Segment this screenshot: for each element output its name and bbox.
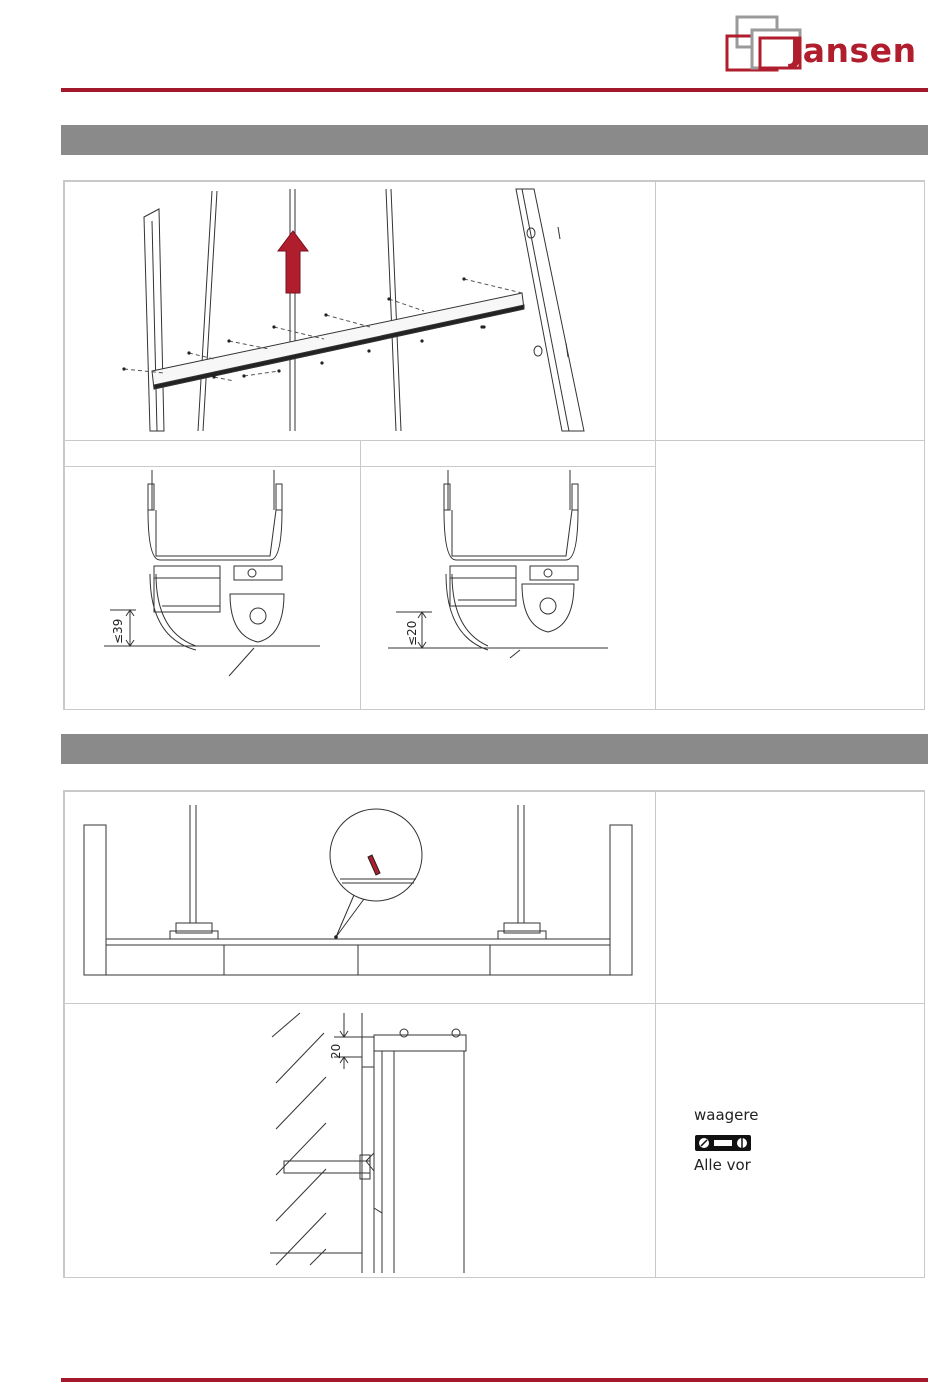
note-line-2: Alle vor: [694, 1156, 751, 1174]
floor-text-cell: [655, 791, 925, 1004]
frame-floor-marking-drawing: [64, 791, 656, 1004]
detail-left-header: [65, 441, 360, 467]
anchor-note: [694, 1108, 758, 1178]
brand-name: Jansen: [790, 31, 917, 70]
detail-right-header: [361, 441, 655, 467]
detail-right-dimension: ≤20: [405, 620, 419, 646]
footer-rule: [61, 1378, 928, 1382]
anchor-bolt-drawing: [64, 1003, 656, 1278]
section-1-panel: [63, 180, 925, 710]
detail-left-dimension: ≤39: [111, 618, 125, 644]
anchor-dimension: 20: [329, 1043, 343, 1059]
brand-logo: [724, 14, 929, 74]
section-bar-1: [61, 125, 928, 155]
frame-crossbar-lift-drawing: [64, 181, 656, 441]
note-line-1: waagere: [694, 1108, 758, 1124]
detail-left-drawing: [64, 466, 361, 710]
spirit-level-icon: [694, 1132, 752, 1154]
header-rule: [61, 88, 928, 92]
section-bar-2: [61, 734, 928, 764]
top-text-cell: [655, 181, 925, 441]
detail-right-drawing: [360, 466, 656, 710]
detail-text-cell: [655, 440, 925, 710]
section-2-panel: [63, 790, 925, 1278]
